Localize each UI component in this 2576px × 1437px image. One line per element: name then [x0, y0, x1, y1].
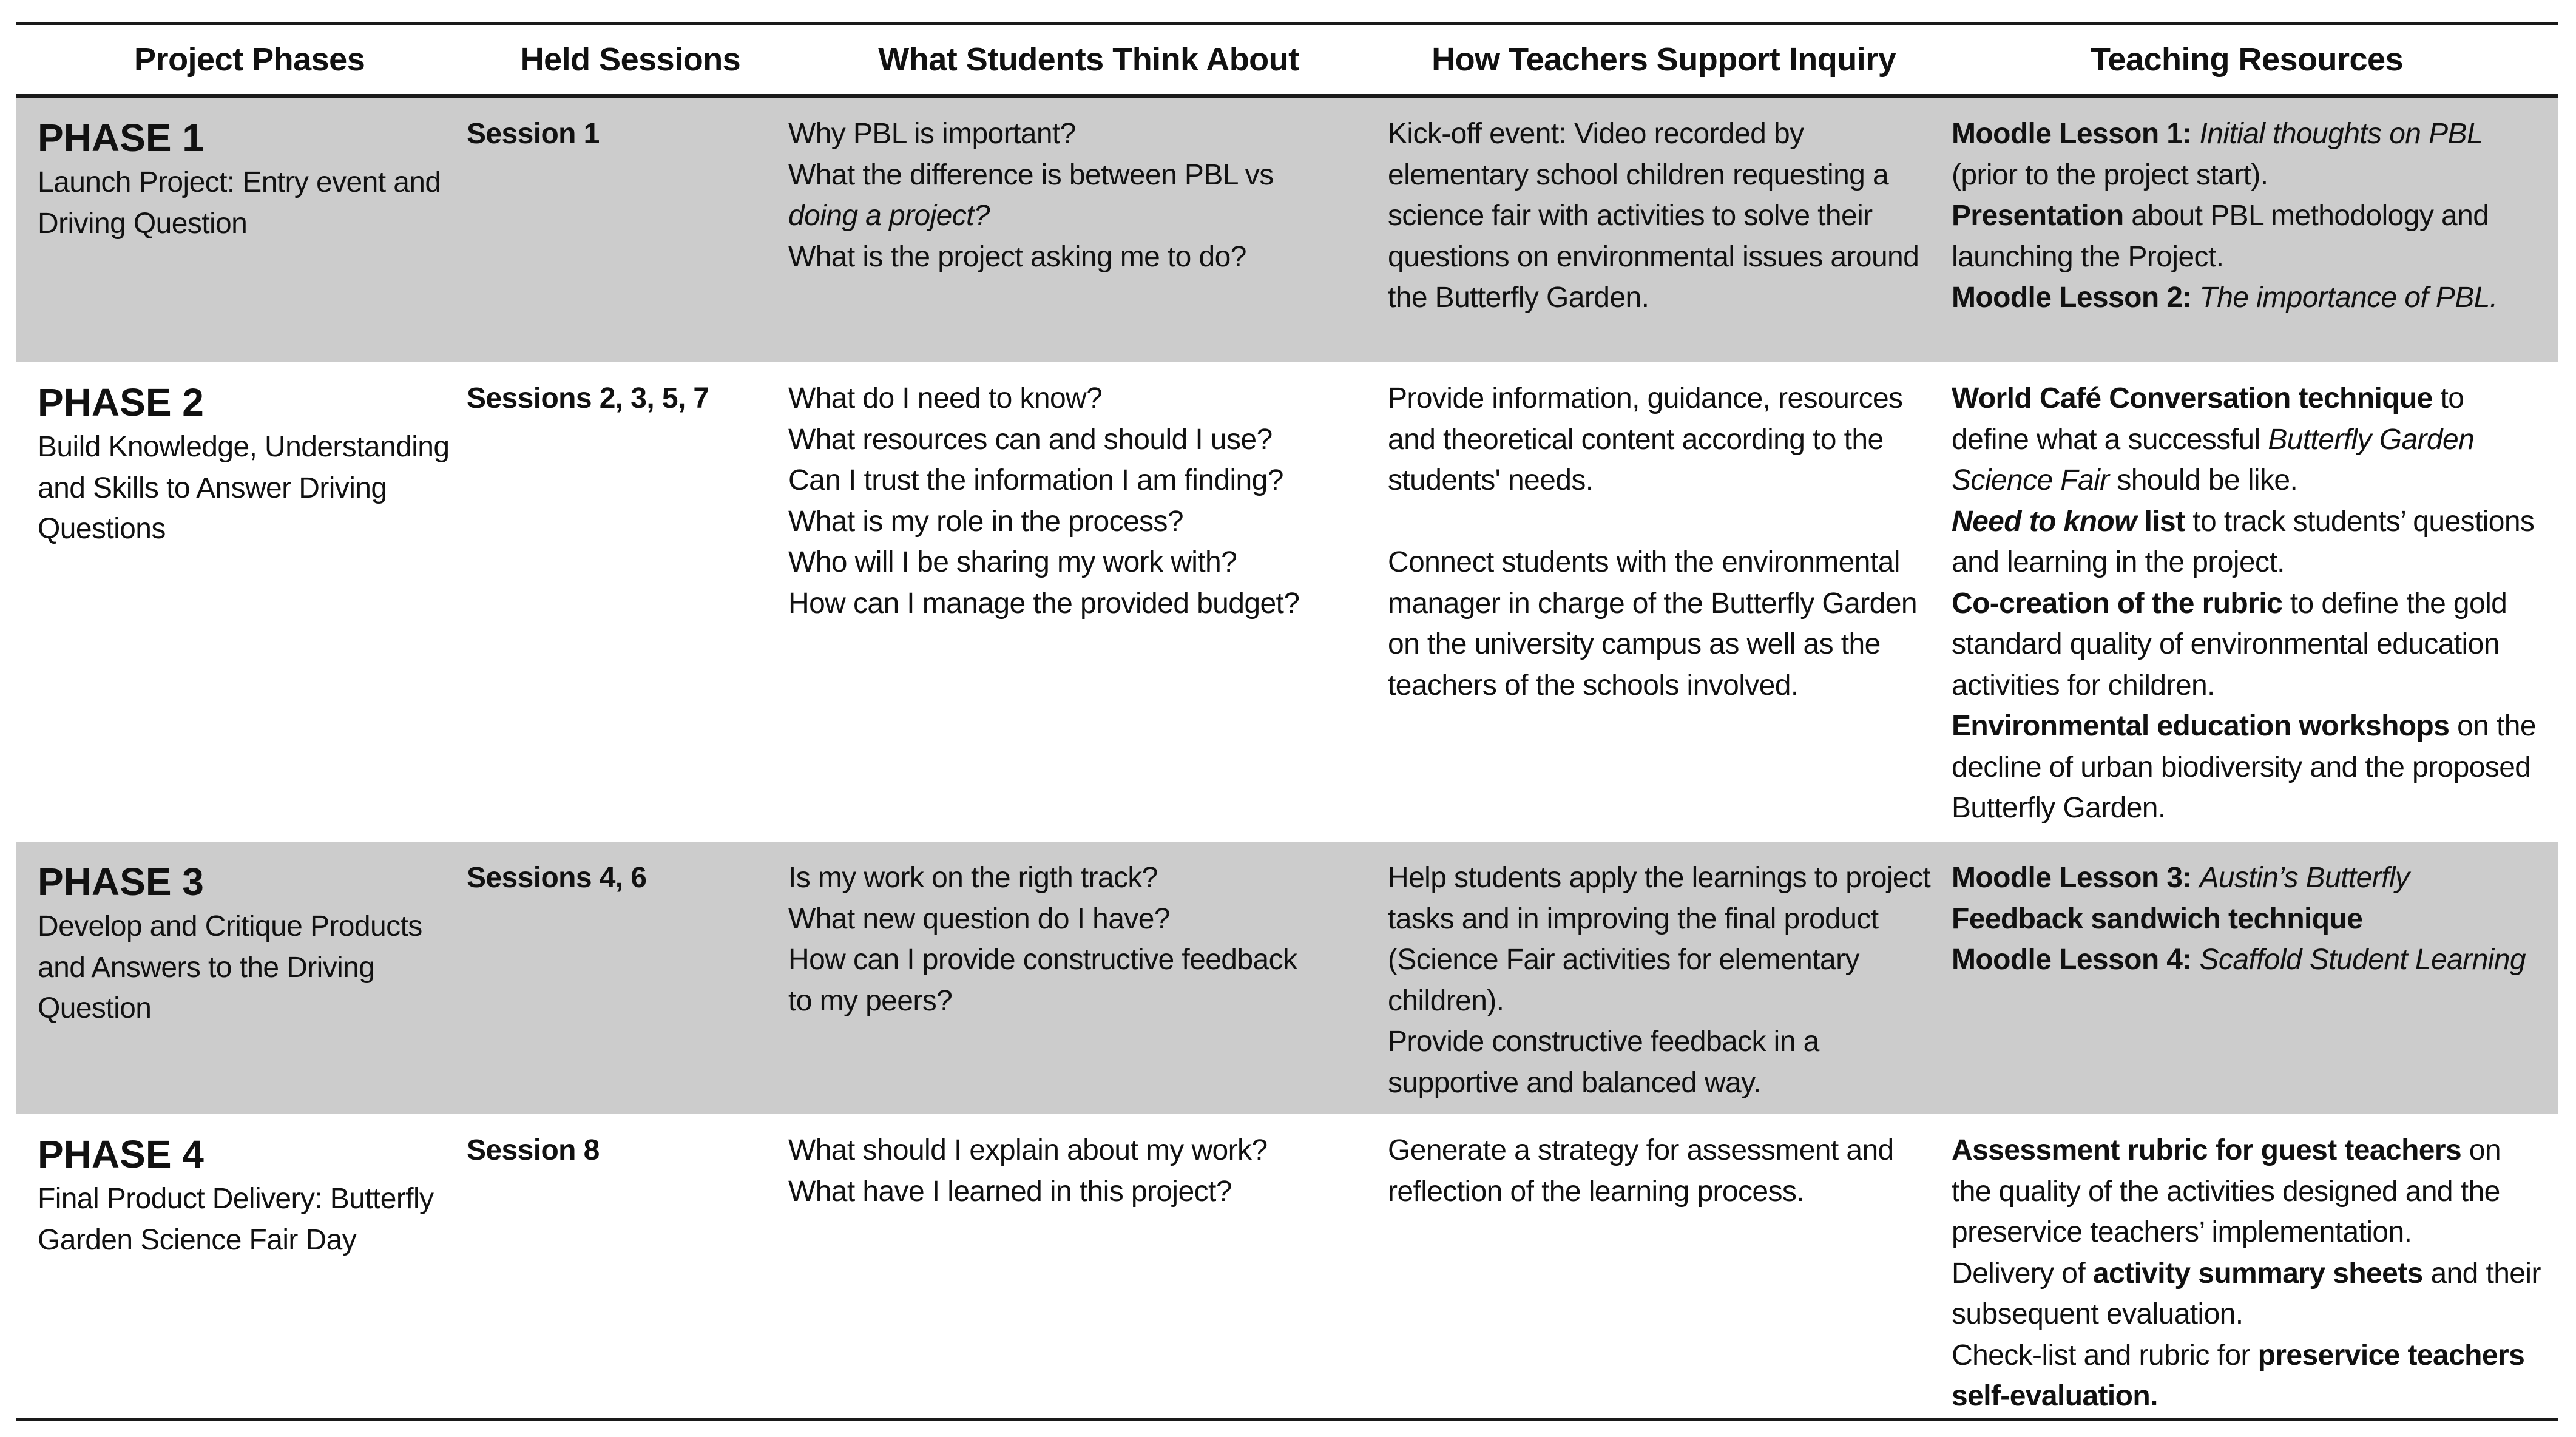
phase-title: PHASE 2: [38, 380, 204, 424]
resource-text: Presentation: [1952, 200, 2124, 232]
resource-text: and their subsequent evaluation.: [1952, 1257, 2541, 1330]
student-question: What do I need to know?: [788, 382, 1103, 414]
phase-description: Develop and Critique Products and Answers to the Driving Question: [38, 910, 422, 1024]
resource-text: Check-list and rubric for: [1952, 1339, 2258, 1371]
phase-cell: [16, 98, 454, 362]
table-row: [16, 842, 2558, 1114]
phase-title: PHASE 3: [38, 860, 204, 904]
resource-text: about PBL methodology and launching the Project.: [1952, 200, 2489, 273]
table-row: [16, 1114, 2558, 1418]
resource-item: [1952, 1335, 2546, 1417]
resource-text: on the decline of urban biodiversity and the proposed Butterfly Garden.: [1952, 710, 2536, 824]
table-row: [16, 98, 2558, 362]
student-questions-cell: [777, 98, 1376, 362]
resource-text: Austin’s Butterfly: [2199, 862, 2410, 894]
sessions-cell: [454, 1114, 777, 1418]
resource-text: World Café Conversation technique: [1952, 382, 2433, 414]
resource-text: Co-creation of the rubric: [1952, 587, 2283, 620]
student-question: doing a project?: [788, 200, 990, 232]
resources-cell: [1941, 1114, 2558, 1418]
student-question: Can I trust the information I am finding?: [788, 464, 1283, 496]
resource-text: Delivery of: [1952, 1257, 2093, 1290]
student-question: What the difference is between PBL vs: [788, 158, 1274, 191]
resource-item: [1952, 939, 2546, 981]
teacher-support-cell: [1376, 842, 1941, 1114]
resource-text: Scaffold Student Learning: [2199, 944, 2526, 976]
phase-cell: [16, 362, 454, 842]
teacher-support-cell: [1376, 362, 1941, 842]
resource-text: Environmental education workshops: [1952, 710, 2450, 742]
resource-text: to track students’ questions and learning in the project.: [1952, 505, 2535, 578]
header-held-sessions: Held Sessions: [520, 41, 741, 78]
sessions-cell: [454, 98, 777, 362]
student-question: What resources can and should I use?: [788, 423, 1273, 456]
student-question: Is my work on the rigth track?: [788, 862, 1158, 894]
resource-text: Assessment rubric for guest teachers: [1952, 1134, 2462, 1166]
resources-cell: [1941, 362, 2558, 842]
teacher-support-text: Generate a strategy for assessment and reflection of the learning process.: [1388, 1134, 1894, 1208]
resource-item: [1952, 706, 2546, 829]
resource-text: Moodle Lesson 4:: [1952, 944, 2200, 976]
student-question: What should I explain about my work?: [788, 1134, 1268, 1166]
header-project-phases: Project Phases: [134, 41, 365, 78]
resource-item: [1952, 378, 2546, 501]
sessions-value: Sessions 2, 3, 5, 7: [467, 382, 709, 414]
header-teacher-support: How Teachers Support Inquiry: [1432, 41, 1896, 78]
teacher-support-text: Kick-off event: Video recorded by elementary school children requesting a science fair with activities to solve their questions on environmental issues around the Butterfly Garden.: [1388, 118, 1919, 314]
resource-item: [1952, 501, 2546, 583]
resource-text: on the quality of the activities designed and the preservice teachers’ implementation.: [1952, 1134, 2501, 1248]
resource-text: list: [2136, 505, 2185, 538]
resource-item: [1952, 113, 2546, 195]
resource-item: [1952, 1253, 2546, 1335]
sessions-cell: [454, 842, 777, 1114]
student-question: What have I learned in this project?: [788, 1175, 1232, 1208]
phase-cell: [16, 842, 454, 1114]
resource-text: to define what a successful: [1952, 382, 2464, 456]
resource-text: Moodle Lesson 1:: [1952, 118, 2200, 150]
resource-text: Initial thoughts on PBL: [2199, 118, 2483, 150]
phase-title: PHASE 4: [38, 1132, 204, 1176]
student-question: What is my role in the process?: [788, 505, 1183, 538]
teacher-support-text: Connect students with the environmental manager in charge of the Butterfly Garden on the university campus as well as the teachers of the schools involved.: [1388, 546, 1917, 702]
student-question: to my peers?: [788, 984, 953, 1017]
student-questions-cell: [777, 842, 1376, 1114]
phase-description: Final Product Delivery: Butterfly Garden Science Fair Day: [38, 1183, 434, 1256]
resource-item: [1952, 195, 2546, 277]
student-question: Why PBL is important?: [788, 118, 1076, 150]
paragraph-gap: [1388, 501, 1941, 543]
phase-cell: [16, 1114, 454, 1418]
sessions-value: Sessions 4, 6: [467, 862, 647, 894]
resources-cell: [1941, 98, 2558, 362]
student-questions-cell: [777, 1114, 1376, 1418]
teacher-support-text: Help students apply the learnings to project tasks and in improving the final product (Science Fair activities for elementary children).: [1388, 862, 1931, 1017]
student-question: How can I provide constructive feedback: [788, 944, 1297, 976]
resource-item: [1952, 583, 2546, 706]
sessions-cell: [454, 362, 777, 842]
resource-text: Moodle Lesson 3:: [1952, 862, 2200, 894]
phase-description: Build Knowledge, Understanding and Skills to Answer Driving Questions: [38, 431, 450, 545]
resource-text: to define the gold standard quality of environmental education activities for children.: [1952, 587, 2507, 702]
table-row: [16, 362, 2558, 842]
teacher-support-text: Provide constructive feedback in a supportive and balanced way.: [1388, 1026, 1819, 1099]
resource-text: (prior to the project start).: [1952, 158, 2268, 191]
resource-text: activity summary sheets: [2092, 1257, 2423, 1290]
phase-description: Launch Project: Entry event and Driving Question: [38, 166, 441, 240]
student-questions-cell: [777, 362, 1376, 842]
header-student-thinking: What Students Think About: [878, 41, 1299, 78]
resource-text: The importance of PBL.: [2199, 282, 2498, 314]
resource-item: [1952, 1130, 2546, 1253]
teacher-support-cell: [1376, 1114, 1941, 1418]
resource-text: should be like.: [2109, 464, 2298, 496]
resource-item: [1952, 857, 2546, 899]
table-bottom-rule: [16, 1418, 2558, 1421]
resource-item: [1952, 899, 2546, 940]
phase-title: PHASE 1: [38, 116, 204, 160]
resource-item: [1952, 277, 2546, 319]
resource-text: Need to know: [1952, 505, 2137, 538]
resource-text: preservice teachers self-evaluation.: [1952, 1339, 2525, 1412]
student-question: How can I manage the provided budget?: [788, 587, 1300, 620]
sessions-value: Session 8: [467, 1134, 600, 1166]
table-header: [16, 25, 2558, 94]
resource-text: Butterfly Garden Science Fair: [1952, 423, 2475, 496]
header-teaching-resources: Teaching Resources: [2090, 41, 2404, 78]
student-question: What new question do I have?: [788, 902, 1170, 935]
teacher-support-text: Provide information, guidance, resources and theoretical content according to the students' needs.: [1388, 382, 1903, 496]
sessions-value: Session 1: [467, 118, 600, 150]
student-question: Who will I be sharing my work with?: [788, 546, 1237, 578]
resource-text: Moodle Lesson 2:: [1952, 282, 2200, 314]
student-question: What is the project asking me to do?: [788, 240, 1246, 273]
resource-text: Feedback sandwich technique: [1952, 902, 2363, 935]
resources-cell: [1941, 842, 2558, 1114]
teacher-support-cell: [1376, 98, 1941, 362]
